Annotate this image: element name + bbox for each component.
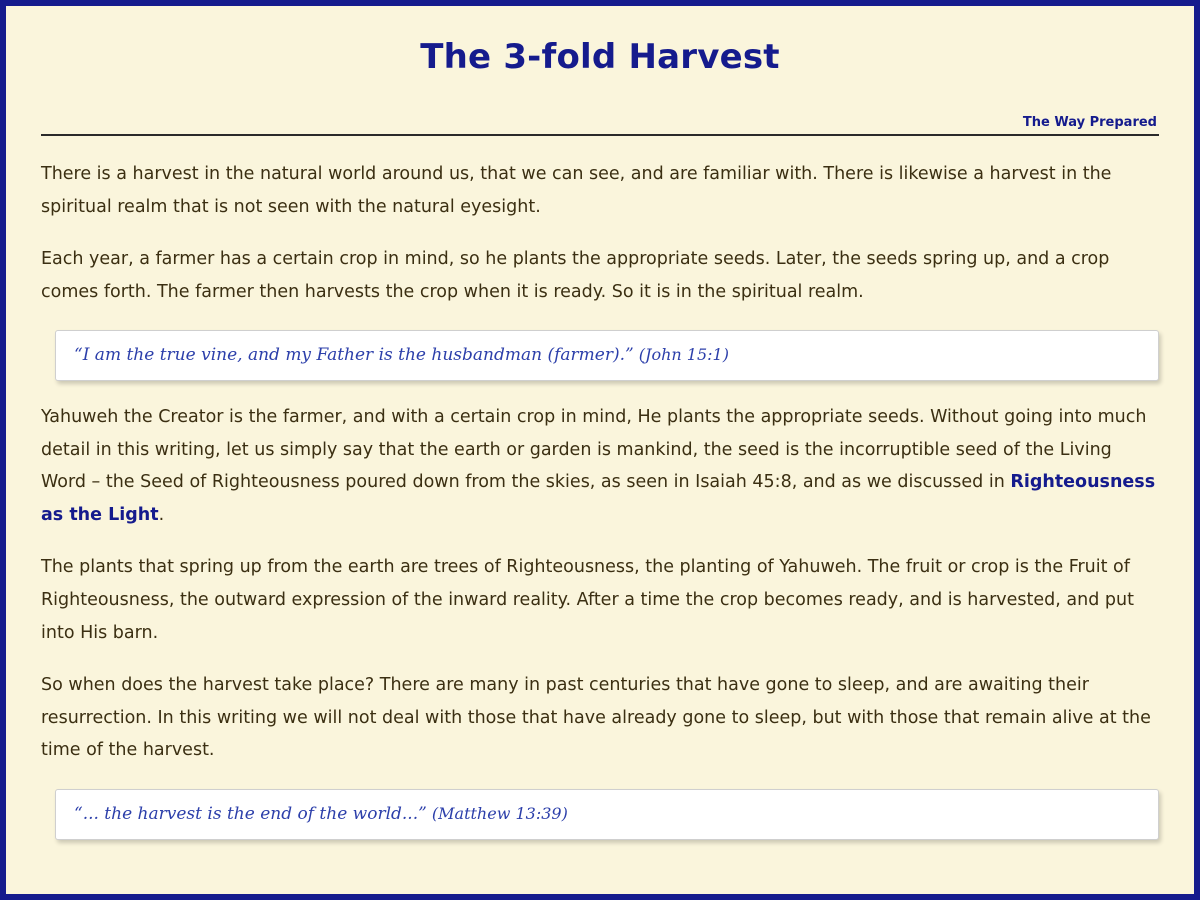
quote-box-1 <box>55 330 1159 381</box>
document-body <box>6 6 1194 894</box>
righteousness-as-the-light-link[interactable]: Righteousness as the Light <box>41 472 1156 525</box>
paragraph-5: So when does the harvest take place? There are many in past centuries that have gone to sleep, and are awaiting their resurrection. In this writing we will not deal with those that have already gone to sleep, but with those that remain alive at the time of the harvest. <box>41 675 1151 761</box>
quote-box-2 <box>55 789 1159 840</box>
page-title: The 3-fold Harvest <box>420 37 780 77</box>
byline: The Way Prepared <box>1022 115 1157 130</box>
quote-2-text: “... the harvest is the end of the world...” <box>74 803 427 824</box>
byline-row <box>41 111 1159 130</box>
paragraph-4: The plants that spring up from the earth are trees of Righteousness, the planting of Yahuweh. The fruit or crop is the Fruit of Righteousness, the outward expression of the inward reality. After a time the crop becomes ready, and is harvested, and put into His barn. <box>41 557 1134 643</box>
paragraph-2: Each year, a farmer has a certain crop in mind, so he plants the appropriate seeds. Later, the seeds spring up, and a crop comes forth. The farmer then harvests the crop when it is ready. So it is in the spiritual realm. <box>41 249 1110 302</box>
paragraph-3-part-1: Yahuweh the Creator is the farmer, and with a certain crop in mind, He plants the appropriate seeds. Without going into much detail in this writing, let us simply say that the earth or garden is mankind, the seed is the incorruptible seed of the Living Word – the Seed of Righteousness poured down from the skies, as seen in Isaiah 45:8, and as we discussed in <box>41 407 1147 493</box>
header-divider <box>41 134 1159 136</box>
paragraph-3-part-2: . <box>158 504 165 525</box>
quote-1-text: “I am the true vine, and my Father is the husbandman (farmer).” <box>74 345 634 366</box>
quote-1-reference: (John 15:1) <box>633 345 729 365</box>
quote-2-reference: (Matthew 13:39) <box>426 803 568 823</box>
paragraph-1: There is a harvest in the natural world around us, that we can see, and are familiar with. There is likewise a harvest in the spiritual realm that is not seen with the natural eyesight. <box>41 164 1112 217</box>
paragraph-3 <box>41 401 1159 531</box>
